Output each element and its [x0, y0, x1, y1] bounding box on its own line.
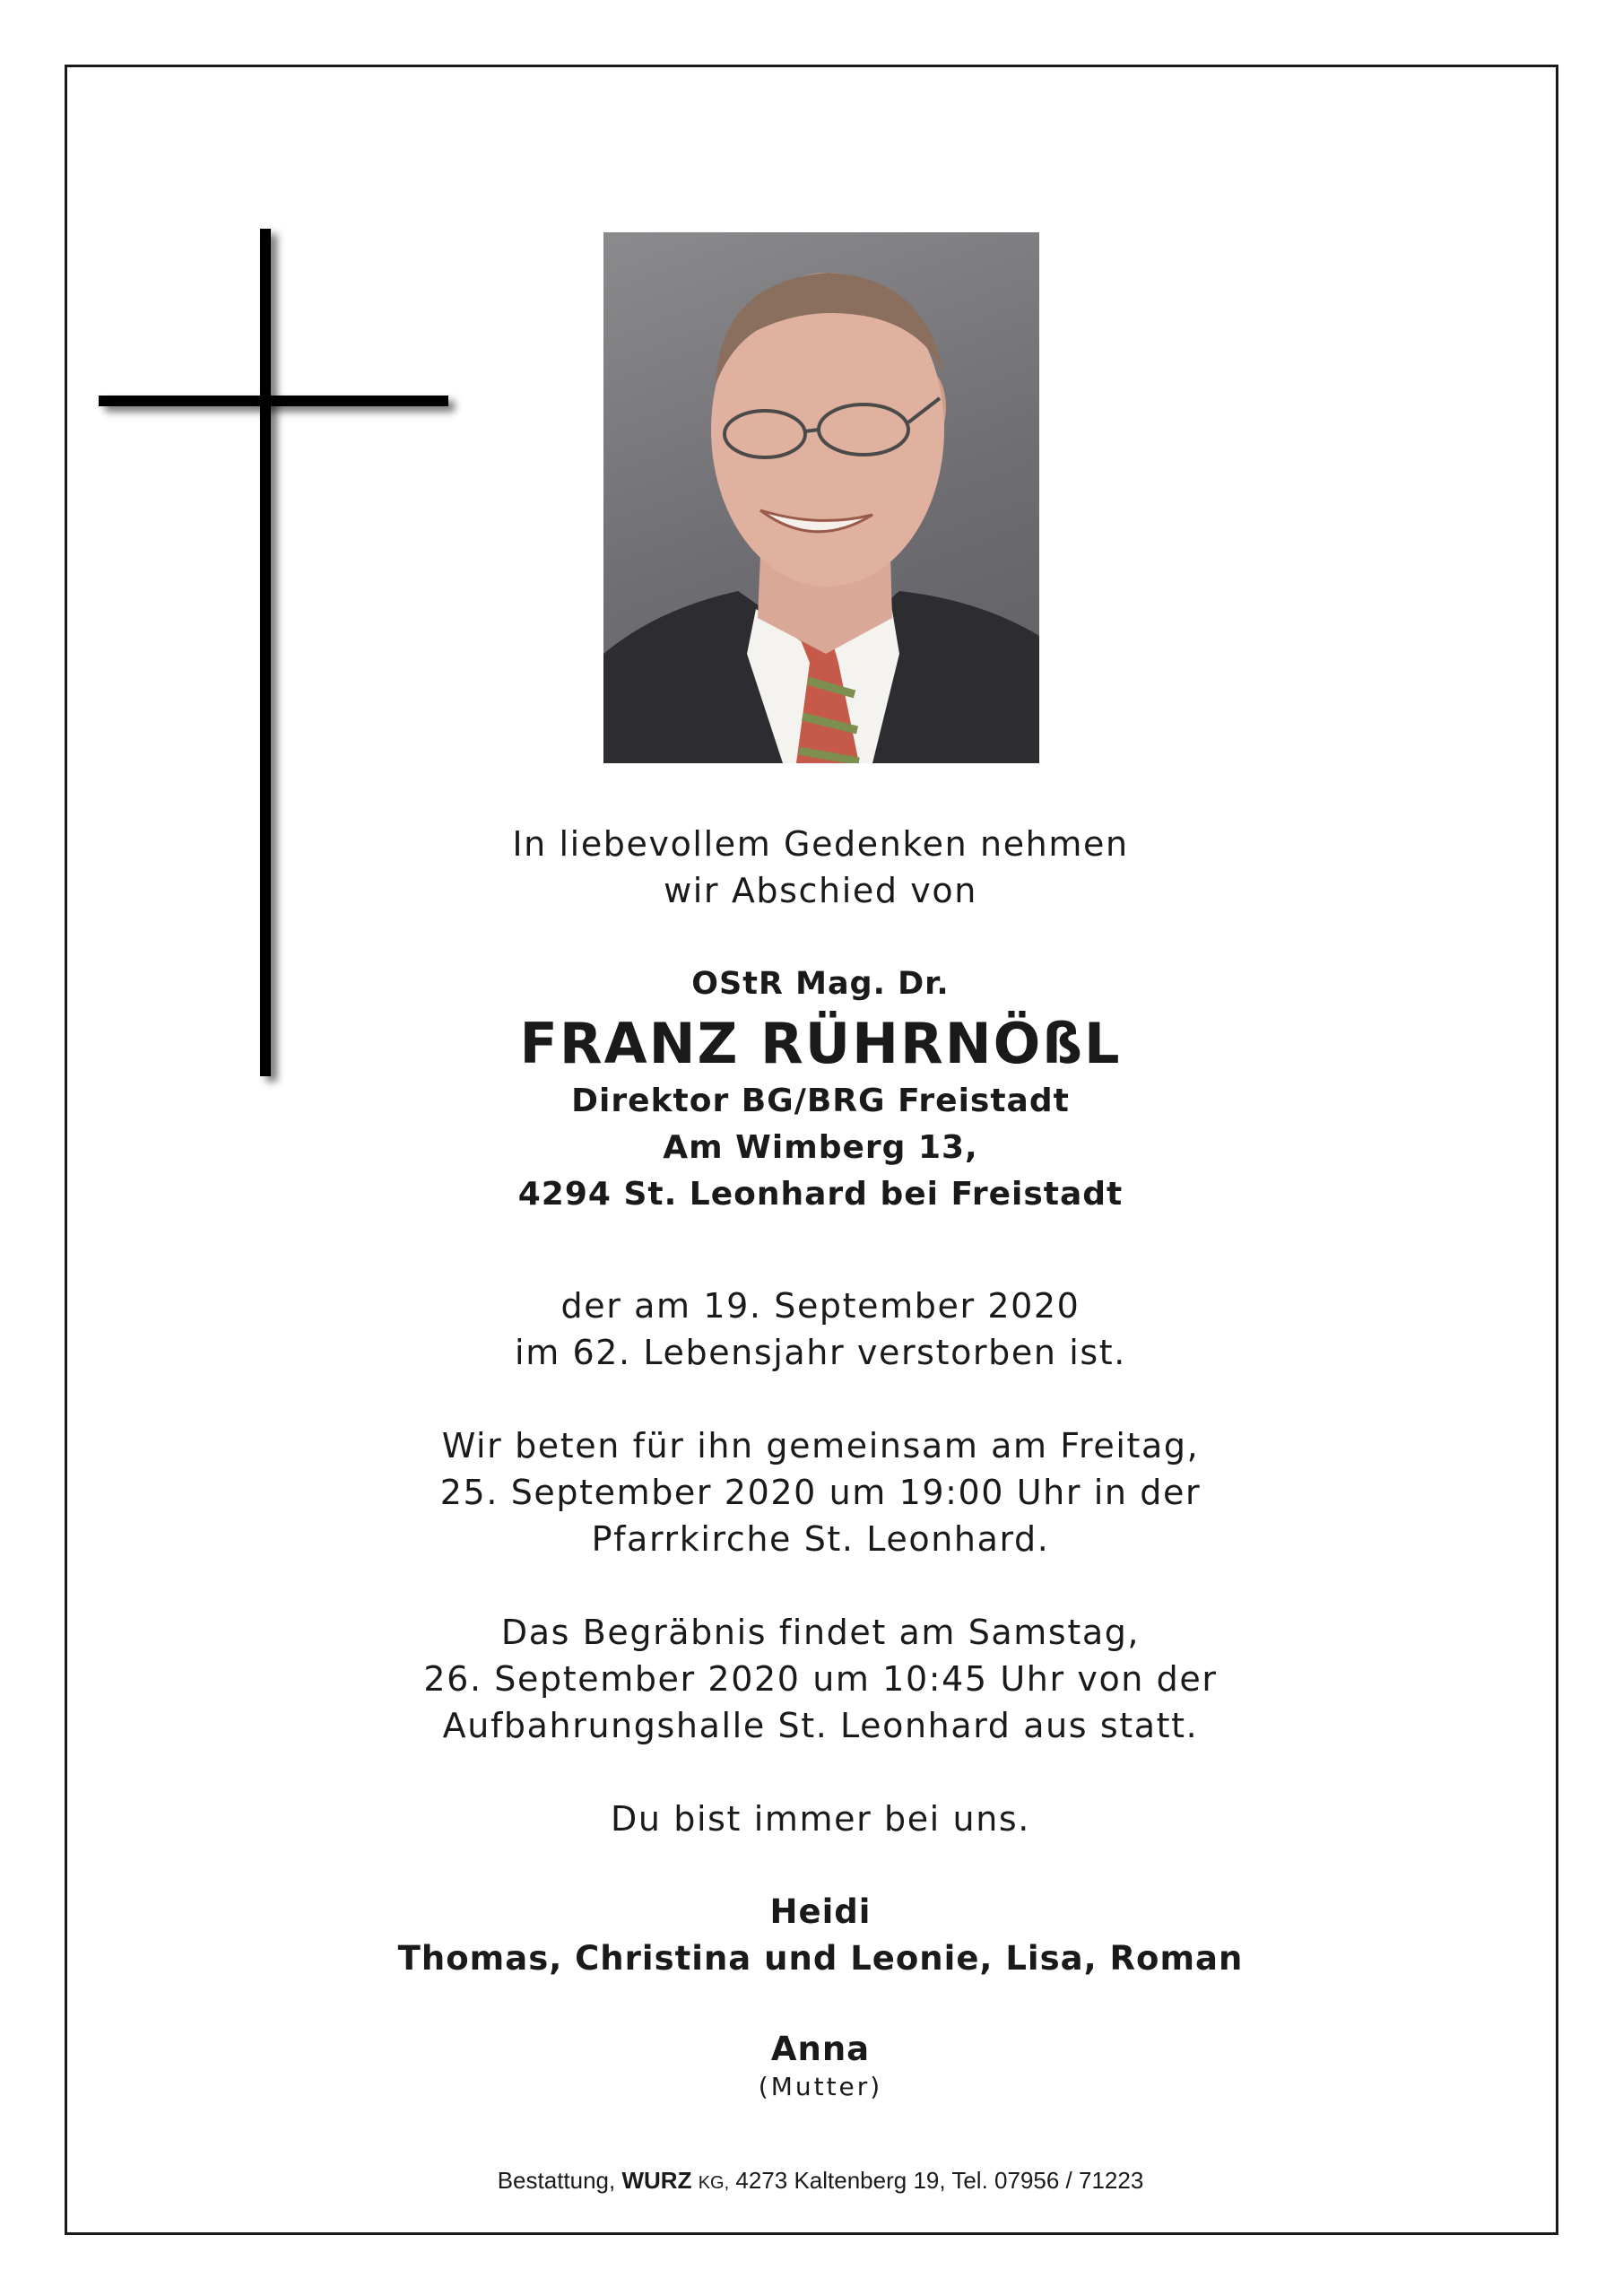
deceased-city: 4294 St. Leonhard bei Freistadt — [517, 1176, 1124, 1213]
intro-line-2: wir Abschied von — [664, 871, 977, 910]
footer-prefix: Bestattung, — [497, 2167, 616, 2194]
deceased-street: Am Wimberg 13, — [663, 1129, 978, 1166]
mourner-children: Thomas, Christina und Leonie, Lisa, Roman — [397, 1939, 1244, 1978]
burial-line-1: Das Begräbnis findet am Samstag, — [500, 1613, 1141, 1652]
death-line-2: im 62. Lebensjahr verstorben ist. — [515, 1333, 1126, 1372]
deceased-title: OStR Mag. Dr. — [691, 966, 950, 1002]
death-line-1: der am 19. September 2020 — [560, 1286, 1081, 1326]
burial-line-2: 26. September 2020 um 10:45 Uhr von der — [423, 1659, 1218, 1699]
portrait-photo — [603, 232, 1039, 763]
burial-notice — [359, 1609, 1282, 1749]
prayer-line-1: Wir beten für ihn gemeinsam am Freitag, — [441, 1426, 1200, 1465]
deceased-name: FRANZ RÜHRNÖßL — [519, 1011, 1122, 1076]
cross-vertical-beam — [260, 229, 271, 1076]
portrait-illustration — [603, 232, 1039, 763]
cross-horizontal-beam — [99, 396, 448, 406]
mourner-spouse: Heidi — [769, 1892, 872, 1931]
mother-relation: (Mutter) — [758, 2072, 883, 2101]
intro-line-1: In liebevollem Gedenken nehmen — [512, 824, 1129, 864]
obituary-text — [359, 821, 1282, 2102]
funeral-home-footer — [359, 2165, 1282, 2198]
mourner-mother — [359, 2027, 1282, 2102]
deceased-position: Direktor BG/BRG Freistadt — [571, 1083, 1070, 1119]
footer-company-suffix: KG, — [698, 2173, 730, 2193]
footer-address: 4273 Kaltenberg 19, Tel. 07956 / 71223 — [735, 2167, 1144, 2194]
prayer-notice — [359, 1422, 1282, 1562]
prayer-line-3: Pfarrkirche St. Leonhard. — [591, 1519, 1050, 1559]
footer-company: WURZ — [621, 2167, 692, 2194]
prayer-line-2: 25. September 2020 um 19:00 Uhr in der — [439, 1473, 1202, 1512]
burial-line-3: Aufbahrungshalle St. Leonhard aus statt. — [442, 1706, 1199, 1745]
death-notice — [359, 1283, 1282, 1376]
motto: Du bist immer bei uns. — [611, 1799, 1030, 1839]
intro-text — [359, 821, 1282, 914]
mother-name: Anna — [770, 2030, 871, 2068]
mourners — [359, 1889, 1282, 1982]
